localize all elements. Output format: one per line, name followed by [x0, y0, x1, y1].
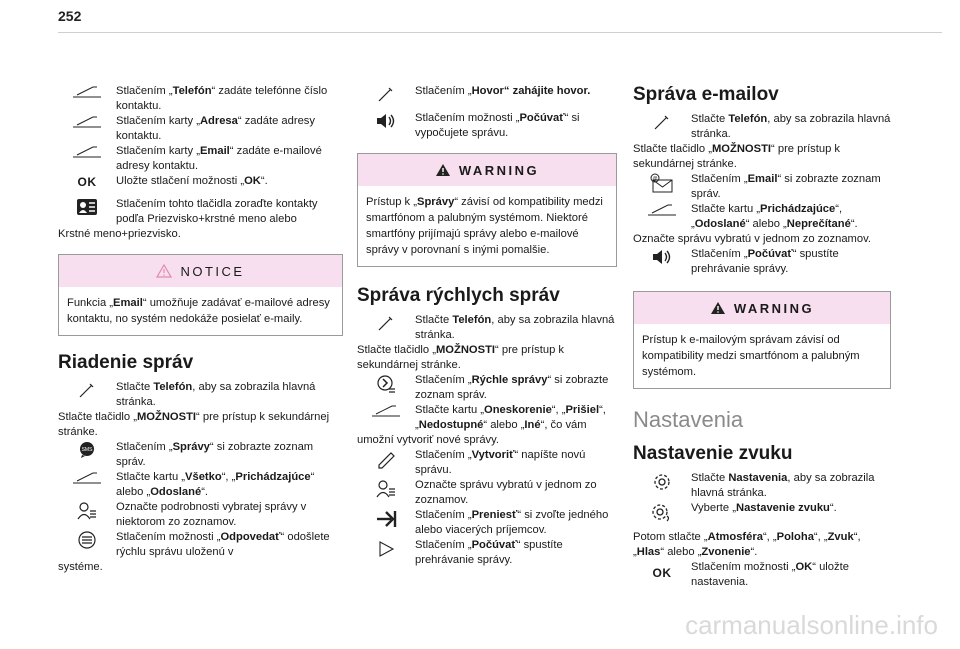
- message-list-icon: [58, 530, 116, 549]
- warning-title: WARNING: [458, 162, 540, 178]
- notice-title: NOTICE: [180, 263, 245, 279]
- pencil-icon: [357, 313, 415, 332]
- pencil-icon: [58, 380, 116, 399]
- page-number: 252: [58, 8, 82, 24]
- sort-contacts-text: Stlačením tohto tlačidla zoraďte kontakty podľa Priezvisko+krstné meno alebo: [116, 198, 318, 225]
- pencil-line-icon: [58, 144, 116, 159]
- warning-triangle-icon: [435, 163, 451, 177]
- list-item: Stlačením karty „Email“ zadáte e-mailové adresy kontaktu.: [58, 144, 343, 174]
- svg-text:SMS: SMS: [81, 447, 93, 453]
- ok-icon: [58, 174, 116, 189]
- email-icon: [633, 172, 691, 193]
- notice-triangle-icon: [156, 264, 172, 278]
- list-item: [58, 500, 343, 530]
- list-item-text: Označte správu vybratú v jednom zo zoznamov.: [415, 479, 597, 506]
- quick-message-icon: [357, 373, 415, 394]
- sort-contacts-continuation: Krstné meno+priezvisko.: [58, 228, 181, 240]
- section-heading: Správa rýchlych správ: [357, 285, 560, 306]
- list-item-continuation: systéme.: [58, 561, 103, 573]
- list-item: SMS Stlačením „Správy“ si zobrazte zoznam správ.: [58, 440, 343, 470]
- ok-label: OK: [77, 175, 97, 189]
- list-item: Stlačením „Vytvoriť“ napíšte novú správu.: [357, 448, 617, 478]
- list-item: Stlačte kartu „Všetko“, „Prichádzajúce“ alebo „Odoslané“.: [58, 470, 343, 500]
- list-item: Stlačením možnosti „Odpovedať“ odošlete rýchlu správu uloženú v: [58, 530, 343, 560]
- warning-triangle-icon: [710, 301, 726, 315]
- list-item-continuation: Stlačte tlačidlo „MOŽNOSTI“ pre prístup k sekundárnej stránke.: [357, 344, 565, 371]
- list-item-continuation: umožní vytvoriť nové správy.: [357, 434, 500, 446]
- notice-body: Funkcia „Email“ umožňuje zadávať e-mailové adresy kontaktu, no systém nedokáže posielať e-maily.: [67, 297, 330, 325]
- list-item: OK Uložte stlačení možnosti „OK“.: [58, 174, 343, 189]
- list-item-text: Označte podrobnosti vybratej správy v niektorom zo zoznamov.: [116, 501, 307, 528]
- pencil-line-icon: [58, 84, 116, 99]
- list-item: [58, 197, 343, 227]
- list-item: Stlačením „Počúvať“ spustíte prehrávanie správy.: [357, 538, 617, 568]
- list-item: Stlačte Telefón, aby sa zobrazila hlavná stránka.: [357, 313, 617, 343]
- column-1: [58, 84, 343, 575]
- warning-body: Prístup k „Správy“ závisí od kompatibility medzi smartfónom a palubným systémom. Niektoré smartfóny prijímajú správy alebo e-mailové správy v porovnaní s inými pomalšie.: [366, 196, 603, 256]
- warning-box: [633, 291, 891, 389]
- list-item: Stlačte Nastavenia, aby sa zobrazila hlavná stránka.: [633, 471, 891, 501]
- list-item: Stlačením „Rýchle správy“ si zobrazte zoznam správ.: [357, 373, 617, 403]
- gear-sound-icon: [633, 501, 691, 522]
- list-item-continuation: Stlačte tlačidlo „MOŽNOSTI“ pre prístup k sekundárnej stránke.: [633, 143, 841, 170]
- forward-icon: [357, 508, 415, 529]
- speaker-icon: [633, 247, 691, 266]
- list-item: Stlačením „Preniesť“ si zvoľte jedného alebo viacerých príjemcov.: [357, 508, 617, 538]
- list-item: Stlačte Telefón, aby sa zobrazila hlavná stránka.: [58, 380, 343, 410]
- watermark: carmanualsonline.info: [685, 610, 938, 640]
- notice-box: [58, 254, 343, 336]
- list-item-continuation: Stlačte tlačidlo „MOŽNOSTI“ pre prístup k sekundárnej stránke.: [58, 411, 330, 438]
- list-item: Stlačením „Hovor“ zahájite hovor.: [357, 84, 617, 103]
- list-item: Vyberte „Nastavenie zvuku“.: [633, 501, 891, 522]
- list-item: OK Stlačením možnosti „OK“ uložte nastavenia.: [633, 560, 891, 590]
- pencil-line-icon: [58, 114, 116, 129]
- sms-icon: [58, 440, 116, 459]
- pencil-line-icon: [357, 403, 415, 418]
- pencil-icon: [633, 112, 691, 131]
- section-heading: Nastavenie zvuku: [633, 443, 793, 464]
- column-2: [357, 84, 617, 568]
- warning-body: Prístup k e-mailovým správam závisí od kompatibility medzi smartfónom a palubným systémom.: [642, 334, 860, 378]
- list-item: [357, 478, 617, 508]
- write-icon: [357, 448, 415, 469]
- person-details-icon: [357, 478, 415, 499]
- gear-icon: [633, 471, 691, 492]
- list-item: Stlačením „Počúvať“ spustíte prehrávanie správy.: [633, 247, 891, 277]
- section-heading: Riadenie správ: [58, 352, 194, 373]
- ok-icon: [633, 560, 691, 580]
- list-item: Stlačením „Telefón“ zadáte telefónne číslo kontaktu.: [58, 84, 343, 114]
- person-details-icon: [58, 500, 116, 521]
- list-item: @ Stlačením „Email“ si zobrazte zoznam správ.: [633, 172, 891, 202]
- list-item: Stlačte Telefón, aby sa zobrazila hlavná stránka.: [633, 112, 891, 142]
- chapter-title: Nastavenia: [633, 407, 744, 432]
- pencil-icon: [357, 84, 415, 103]
- paragraph: Potom stlačte „Atmosféra“, „Poloha“, „Zvuk“, „Hlas“ alebo „Zvonenie“.: [633, 531, 861, 558]
- speaker-icon: [357, 111, 415, 130]
- list-item-continuation: Označte správu vybratú v jednom zo zoznamov.: [633, 233, 871, 245]
- pencil-line-icon: [58, 470, 116, 485]
- warning-box: [357, 153, 617, 267]
- header-divider: [58, 32, 942, 33]
- column-3: [633, 84, 891, 590]
- list-item: Stlačením karty „Adresa“ zadáte adresy kontaktu.: [58, 114, 343, 144]
- ok-label: OK: [652, 566, 672, 580]
- list-item: Stlačte kartu „Oneskorenie“, „Prišiel“, „Nedostupné“ alebo „Iné“, čo vám: [357, 403, 617, 433]
- warning-title: WARNING: [733, 300, 815, 316]
- list-item: Stlačte kartu „Prichádzajúce“, „Odoslané“ alebo „Neprečítané“.: [633, 202, 891, 232]
- svg-text:@: @: [652, 176, 658, 182]
- pencil-line-icon: [633, 202, 691, 217]
- list-item: Stlačením možnosti „Počúvať“ si vypočujete správu.: [357, 111, 617, 141]
- play-icon: [357, 538, 415, 559]
- contact-list-icon: [58, 197, 116, 216]
- section-heading: Správa e-mailov: [633, 84, 779, 105]
